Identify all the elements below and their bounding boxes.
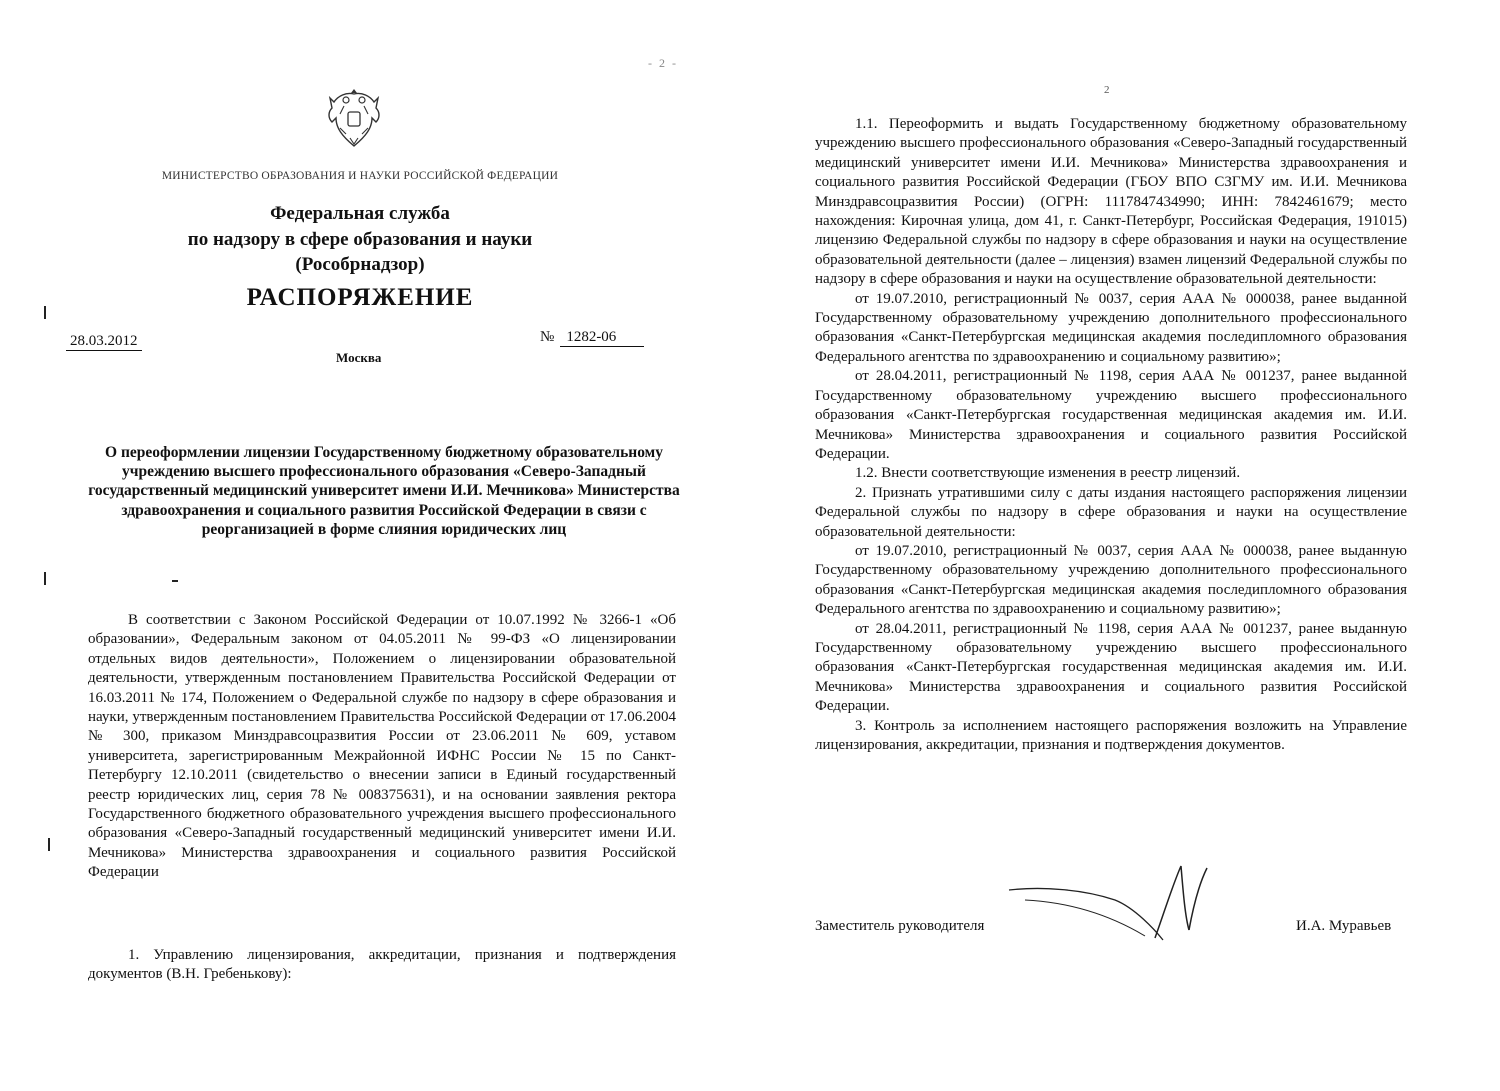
document-type-title: РАСПОРЯЖЕНИЕ [246, 284, 474, 311]
coat-of-arms-icon [326, 88, 382, 150]
item-1: 1. Управлению лицензирования, аккредитации, признания и подтверждения документов (В.Н. Гребенькову): [88, 947, 676, 983]
document-date: 28.03.2012 [66, 333, 142, 351]
handwritten-signature [1005, 860, 1215, 944]
margin-mark [44, 572, 46, 585]
number-value: 1282-06 [560, 329, 644, 347]
signer-name: И.А. Муравьев [1296, 918, 1392, 934]
item-1-2: 1.2. Внести соответствующие изменения в реестр лицензий. [855, 465, 1241, 482]
page-number: 2 [1104, 84, 1110, 96]
document-subject: О переоформлении лицензии Государственному бюджетному образовательному учреждению высшего профессионального образования «Северо-Западный государственный медицинский университет имени И.И. Мечникова» Министерства здравоохранения и социального развития Российской Федерации в связи с реорганизацией в форме слияния юридических лиц [88, 444, 680, 538]
agency-name [90, 201, 630, 278]
right-page [750, 0, 1500, 1091]
item-2: 2. Признать утратившими силу с даты издания настоящего распоряжения лицензии Федеральной службы по надзору в сфере образования и науки на осуществление образовательной деятельности: [815, 484, 1407, 540]
item-1-1: 1.1. Переоформить и выдать Государственному бюджетному образовательному учреждению высшего профессионального образования «Северо-Западный государственный медицинский университет имени И.И. Мечникова» Министерства здравоохранения и социального развития Российской Федерации (ГБОУ ВПО СЗГМУ им. И.И. Мечникова Минздравсоцразвития России) (ОГРН: 1117847434990; ИНН: 7842461679; место нахождения: Кирочная улица, дом 41, г. Санкт-Петербург, Российская Федерация, 191015) лицензию Федеральной службы по надзору в сфере образования и науки на осуществление образовательной деятельности (далее – лицензия) взамен лицензий Федеральной службы по надзору в сфере образования и науки на осуществление образовательной деятельности: [815, 116, 1407, 288]
item-1-1-license-b: от 28.04.2011, регистрационный № 1198, серия ААА № 001237, ранее выданной Государственному образовательному учреждению высшего профессионального образования «Санкт-Петербургская государственная медицинская академия им. И.И. Мечникова» Министерства здравоохранения и социального развития Российской Федерации. [815, 368, 1407, 462]
item-2-license-b: от 28.04.2011, регистрационный № 1198, серия ААА № 001237, ранее выданную Государственному образовательному учреждению высшего профессионального образования «Санкт-Петербургская государственная медицинская академия им. И.И. Мечникова» Министерства здравоохранения и социального развития Российской Федерации. [815, 620, 1407, 715]
margin-mark [172, 580, 178, 582]
item-3: 3. Контроль за исполнением настоящего распоряжения возложить на Управление лицензирования, аккредитации, признания и подтверждения документов. [815, 717, 1407, 753]
preamble-paragraph: В соответствии с Законом Российской Федерации от 10.07.1992 № 3266-1 «Об образовании», Федеральным законом от 04.05.2011 № 99-ФЗ «О лицензировании отдельных видов деятельности», Положением о лицензировании образовательной деятельности, утвержденным постановлением Правительства Российской Федерации от 16.03.2011 № 174, Положением о Федеральной службе по надзору в сфере образования и науки, утвержденным постановлением Правительства Российской Федерации от 17.06.2004 № 300, приказом Минздравсоцразвития России от 23.06.2011 № 609, уставом университета, зарегистрированным Межрайонной ИФНС России № 15 по Санкт-Петербургу 12.10.2011 (свидетельство о внесении записи в Единый государственный реестр юридических лиц, серия 78 № 008375631), и на основании заявления ректора Государственного бюджетного образовательного учреждения высшего профессионального образования «Северо-Западный государственный медицинский университет имени И.И. Мечникова» Министерства здравоохранения и социального развития Российской Федерации [88, 612, 676, 881]
item-2-license-a: от 19.07.2010, регистрационный № 0037, серия ААА № 000038, ранее выданную Государственному образовательному учреждению дополнительного профессионального образования «Санкт-Петербургская медицинская академия последипломного образования Федерального агентства по здравоохранению и социальному развитию»; [815, 542, 1407, 618]
right-body [815, 115, 1407, 755]
top-page-mark: - 2 - [648, 56, 678, 70]
agency-line-3: (Рособрнадзор) [295, 254, 425, 275]
signer-title: Заместитель руководителя [815, 918, 985, 934]
item-1-1-license-a: от 19.07.2010, регистрационный № 0037, серия ААА № 000038, ранее выданной Государственному образовательному учреждению дополнительного профессионального образования «Санкт-Петербургская медицинская академия последипломного образования Федерального агентства по здравоохранению и социальному развитию»; [815, 290, 1407, 365]
margin-mark [44, 306, 46, 319]
city: Москва [336, 350, 382, 365]
agency-line-2: по надзору в сфере образования и науки [187, 228, 533, 250]
agency-line-1: Федеральная служба [270, 203, 450, 224]
margin-mark [48, 838, 50, 851]
ministry-header: МИНИСТЕРСТВО ОБРАЗОВАНИЯ И НАУКИ РОССИЙСКОЙ ФЕДЕРАЦИИ [161, 170, 559, 182]
number-prefix: № [540, 329, 555, 345]
document-number [540, 329, 644, 347]
